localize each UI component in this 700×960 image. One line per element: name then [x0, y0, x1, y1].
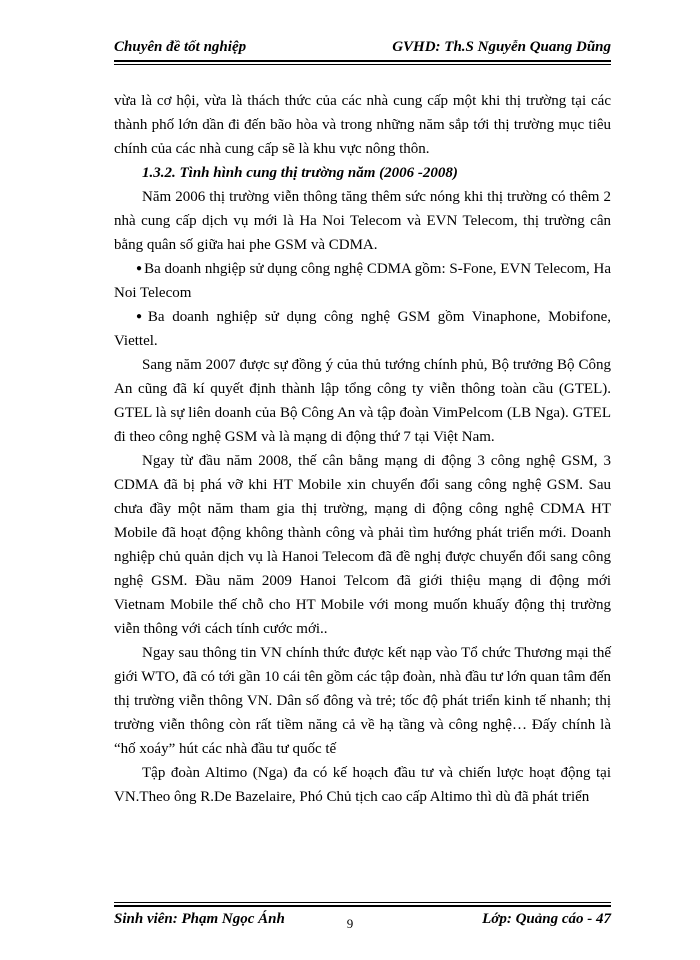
bullet-item-2	[114, 305, 611, 353]
document-body	[114, 89, 611, 809]
footer-rule-thick	[114, 905, 611, 907]
bullet-icon: ●	[136, 311, 146, 322]
paragraph-2: Năm 2006 thị trường viễn thông tăng thêm sức nóng khi thị trường có thêm 2 nhà cung cấp dịch vụ mới là Ha Noi Telecom và EVN Telecom, thị trường cân bằng quân số giữa hai phe GSM và CDMA.	[114, 189, 611, 253]
bullet-item-2-text: Ba doanh nghiệp sử dụng công nghệ GSM gồm Vinaphone, Mobifone, Viettel.	[114, 309, 611, 349]
footer-rule-thin	[114, 902, 611, 903]
paragraph-1: vừa là cơ hội, vừa là thách thức của các nhà cung cấp một khi thị trường tại các thành phố lớn dần đi đến bão hòa và trong những năm sắp tới thị trường mục tiêu chính của các nhà cung cấp sẽ là khu vực nông thôn.	[114, 93, 611, 157]
footer-right-text: Lớp: Quảng cáo - 47	[482, 911, 611, 927]
bullet-item-1-text: Ba doanh nhgiệp sử dụng công nghệ CDMA gồm: S-Fone, EVN Telecom, Ha Noi Telecom	[114, 261, 611, 301]
paragraph-5: Ngay sau thông tin VN chính thức được kết nạp vào Tổ chức Thương mại thế giới WTO, đã có tới gần 10 cái tên gồm các tập đoàn, nhà đầu tư lớn quan tâm đến thị trường viễn thông VN. Dân số đông và trẻ; tốc độ phát triển kinh tế nhanh; thị trường viễn thông còn rất tiềm năng cả về hạ tầng và công nghệ… Đấy chính là “hố xoáy” hút các nhà đầu tư quốc tế	[114, 645, 611, 757]
section-heading: 1.3.2. Tình hình cung thị trường năm (2006 -2008)	[142, 165, 458, 181]
page-number: 9	[346, 916, 354, 931]
paragraph-4: Ngay từ đầu năm 2008, thế cân bằng mạng di động 3 công nghệ GSM, 3 CDMA đã bị phá vỡ khi HT Mobile xin chuyển đổi sang công nghệ GSM. Sau chưa đầy một năm tham gia thị trường, mạng di động công nghệ CDMA HT Mobile đã hoạt động không thành công và phải tìm hướng phát triển mới. Doanh nghiệp chủ quản dịch vụ là Hanoi Telecom đã đề nghị được chuyển đổi sang công nghệ GSM. Đầu năm 2009 Hanoi Telcom đã giới thiệu mạng di động mới Vietnam Mobile thế chỗ cho HT Mobile với mong muốn khuấy động thị trường viễn thông với cách tính cước mới..	[114, 453, 611, 637]
header-right-text: GVHD: Th.S Nguyễn Quang Dũng	[392, 39, 611, 55]
header-rule-thick	[114, 60, 611, 62]
header-left-text: Chuyên đề tốt nghiệp	[114, 39, 247, 55]
footer-left-text: Sinh viên: Phạm Ngọc Ánh	[114, 911, 285, 927]
bullet-item-1	[114, 257, 611, 305]
page-header	[114, 39, 611, 56]
bullet-icon: ●	[136, 263, 143, 274]
header-rule-thin	[114, 64, 611, 65]
paragraph-6: Tập đoàn Altimo (Nga) đa có kế hoạch đầu tư và chiến lược hoạt động tại VN.Theo ông R.De Bazelaire, Phó Chủ tịch cao cấp Altimo thì dù đã phát triển	[114, 765, 611, 805]
paragraph-3: Sang năm 2007 được sự đồng ý của thủ tướng chính phủ, Bộ trưởng Bộ Công An cũng đã kí quyết định thành lập tổng công ty viễn thông toàn cầu (GTEL). GTEL là sự liên doanh của Bộ Công An và tập đoàn VimPelcom (LB Nga). GTEL đi theo công nghệ GSM và là mạng di động thứ 7 tại Việt Nam.	[114, 357, 611, 445]
